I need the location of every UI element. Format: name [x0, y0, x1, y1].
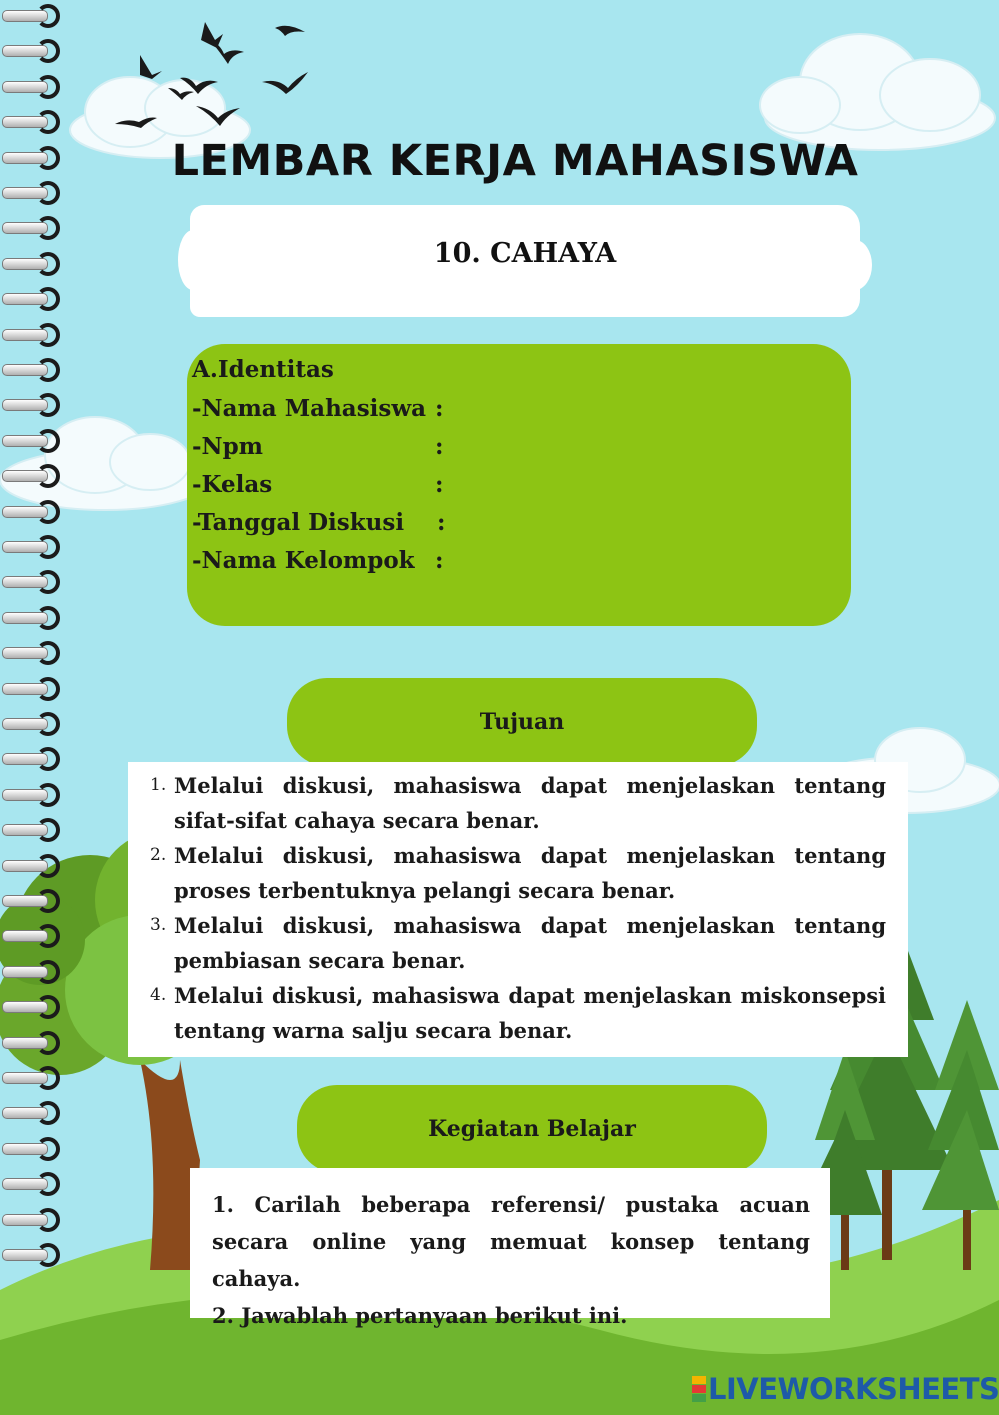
spiral-ring — [2, 606, 62, 628]
spiral-loop — [36, 181, 60, 205]
spiral-loop — [36, 818, 60, 842]
spiral-loop — [36, 677, 60, 701]
spiral-ring — [2, 4, 62, 26]
spiral-ring — [2, 252, 62, 274]
identity-heading: A.Identitas — [192, 356, 334, 383]
topic-title: 10. CAHAYA — [433, 238, 617, 269]
spiral-ring — [2, 1101, 62, 1123]
spiral-ring — [2, 641, 62, 663]
spiral-loop — [36, 110, 60, 134]
spiral-ring — [2, 960, 62, 982]
spiral-loop — [36, 1208, 60, 1232]
spiral-ring — [2, 287, 62, 309]
spiral-ring — [2, 677, 62, 699]
objective-text: Melalui diskusi, mahasiswa dapat menjelaskan tentang proses terbentuknya pelangi secara benar. — [174, 843, 886, 903]
objective-item — [150, 768, 886, 838]
spiral-ring — [2, 464, 62, 486]
spiral-loop — [36, 924, 60, 948]
activity-item: 2. Jawablah pertanyaan berikut ini. — [212, 1303, 628, 1328]
spiral-ring — [2, 1172, 62, 1194]
spiral-loop — [36, 287, 60, 311]
field-label: -Nama Kelompok — [192, 547, 415, 574]
spiral-ring — [2, 216, 62, 238]
spiral-loop — [36, 323, 60, 347]
spiral-ring — [2, 1066, 62, 1088]
spiral-loop — [36, 1066, 60, 1090]
objective-item — [150, 838, 886, 908]
spiral-loop — [36, 429, 60, 453]
spiral-ring — [2, 1208, 62, 1230]
objective-item — [150, 978, 886, 1048]
field-label: -Tanggal Diskusi — [192, 509, 405, 536]
spiral-ring — [2, 889, 62, 911]
spiral-loop — [36, 464, 60, 488]
spiral-ring — [2, 393, 62, 415]
spiral-loop — [36, 500, 60, 524]
spiral-ring — [2, 323, 62, 345]
spiral-loop — [36, 889, 60, 913]
spiral-ring — [2, 783, 62, 805]
activities-heading: Kegiatan Belajar — [297, 1085, 767, 1173]
objective-text: Melalui diskusi, mahasiswa dapat menjelaskan miskonsepsi tentang warna salju secara benar. — [174, 983, 886, 1043]
spiral-ring — [2, 75, 62, 97]
spiral-loop — [36, 960, 60, 984]
spiral-loop — [36, 4, 60, 28]
spiral-ring — [2, 712, 62, 734]
field-colon: : — [437, 509, 446, 536]
objectives-list — [150, 768, 886, 1048]
cloud-icon — [760, 34, 995, 150]
spiral-ring — [2, 1031, 62, 1053]
field-label: -Kelas — [192, 471, 273, 498]
spiral-ring — [2, 146, 62, 168]
spiral-ring — [2, 358, 62, 380]
objectives-heading: Tujuan — [287, 678, 757, 766]
list-number: 4. — [150, 985, 167, 1005]
spiral-loop — [36, 358, 60, 382]
list-number: 1. — [150, 775, 167, 795]
spiral-loop — [36, 393, 60, 417]
spiral-ring — [2, 429, 62, 451]
watermark-text: LIVEWORKSHEETS — [708, 1372, 999, 1406]
activities-list — [212, 1186, 810, 1334]
liveworksheets-logo — [692, 1372, 999, 1408]
spiral-loop — [36, 535, 60, 559]
page-title: LEMBAR KERJA MAHASISWA — [171, 136, 859, 186]
spiral-loop — [36, 146, 60, 170]
spiral-loop — [36, 570, 60, 594]
field-colon: : — [435, 433, 444, 460]
objective-item — [150, 908, 886, 978]
spiral-loop — [36, 854, 60, 878]
spiral-ring — [2, 181, 62, 203]
objective-text: Melalui diskusi, mahasiswa dapat menjelaskan tentang sifat-sifat cahaya secara benar. — [174, 773, 886, 833]
field-label: -Npm — [192, 433, 263, 460]
spiral-ring — [2, 1243, 62, 1265]
spiral-loop — [36, 1243, 60, 1267]
spiral-loop — [36, 1172, 60, 1196]
spiral-ring — [2, 110, 62, 132]
spiral-ring — [2, 500, 62, 522]
spiral-binding — [0, 0, 70, 1415]
objective-text: Melalui diskusi, mahasiswa dapat menjelaskan tentang pembiasan secara benar. — [174, 913, 886, 973]
field-colon: : — [435, 471, 444, 498]
spiral-ring — [2, 570, 62, 592]
spiral-loop — [36, 1031, 60, 1055]
activity-item: 1. Carilah beberapa referensi/ pustaka acuan secara online yang memuat konsep tentang cahaya. — [212, 1192, 810, 1291]
spiral-ring — [2, 924, 62, 946]
spiral-loop — [36, 606, 60, 630]
field-colon: : — [435, 547, 444, 574]
spiral-loop — [36, 75, 60, 99]
spiral-ring — [2, 747, 62, 769]
liveworksheets-mark-icon — [692, 1376, 706, 1402]
spiral-loop — [36, 39, 60, 63]
field-label: -Nama Mahasiswa — [192, 395, 427, 422]
spiral-loop — [36, 1101, 60, 1125]
spiral-loop — [36, 747, 60, 771]
identity-box — [187, 344, 851, 626]
spiral-loop — [36, 712, 60, 736]
spiral-loop — [36, 995, 60, 1019]
field-colon: : — [435, 395, 444, 422]
spiral-loop — [36, 216, 60, 240]
spiral-ring — [2, 854, 62, 876]
spiral-ring — [2, 818, 62, 840]
spiral-loop — [36, 641, 60, 665]
spiral-loop — [36, 783, 60, 807]
spiral-ring — [2, 1137, 62, 1159]
spiral-loop — [36, 1137, 60, 1161]
list-number: 3. — [150, 915, 167, 935]
spiral-loop — [36, 252, 60, 276]
spiral-ring — [2, 535, 62, 557]
spiral-ring — [2, 995, 62, 1017]
list-number: 2. — [150, 845, 167, 865]
spiral-ring — [2, 39, 62, 61]
